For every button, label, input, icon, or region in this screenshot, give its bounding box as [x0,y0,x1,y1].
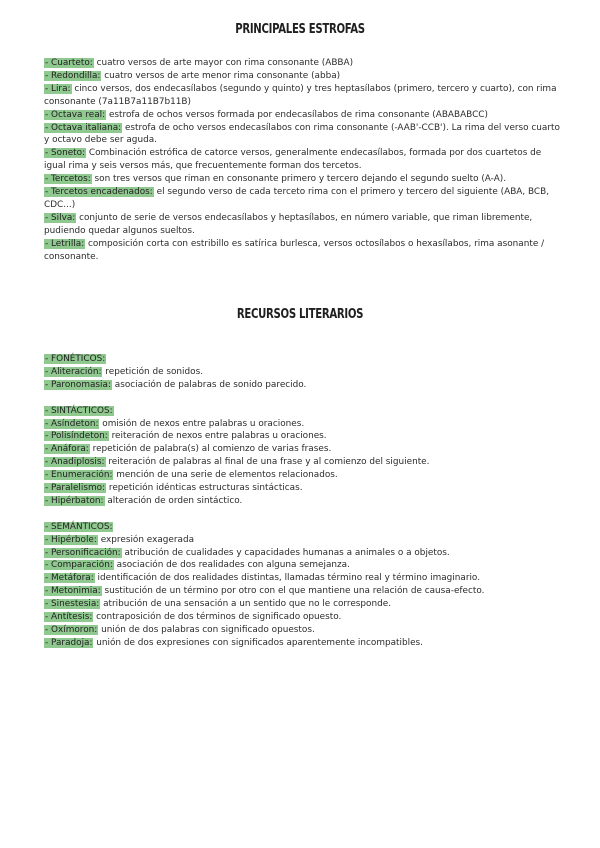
definition: composición corta con estribillo es satírica burlesca, versos octosílabos o hexasílabos, rima asonante / consonante. [44,238,545,262]
section-label-foneticos: - FONÉTICOS: [45,354,106,364]
definition: unión de dos expresiones con significados aparentemente incompatibles. [93,637,423,648]
list-item [44,482,564,495]
definition: atribución de cualidades y capacidades humanas a animales o a objetos. [121,547,450,558]
term-hiperbaton: - Hipérbaton: [45,495,104,506]
term-silva: - Silva: [45,212,76,223]
term-cuarteto: - Cuarteto: [45,58,93,68]
list-item [44,611,564,624]
term-paronomasia: - Paronomasia: [45,379,111,390]
definition: omisión de nexos entre palabras u oraciones. [99,418,305,429]
list-item [44,572,564,585]
list-item [44,430,564,443]
list-item [44,83,564,109]
term-polisindeton: - Polisíndeton: [45,431,108,442]
list-item [44,559,564,572]
definition: cuatro versos de arte mayor con rima consonante (ABBA) [93,58,354,68]
definition: repetición de palabra(s) al comienzo de varias frases. [89,444,332,455]
term-antitesis: - Antítesis: [45,612,93,623]
term-lira: - Lira: [45,83,71,94]
term-paralelismo: - Paralelismo: [45,483,106,494]
definition: unión de dos palabras con significado opuestos. [98,625,315,635]
recursos-title: RECURSOS LITERARIOS [236,307,364,322]
definition: sustitución de un término por otro con el que mantiene una relación de causa-efecto. [101,586,485,597]
term-aliteracion: - Aliteración: [45,366,102,377]
list-item [44,547,564,560]
term-metafora: - Metáfora: [45,573,94,584]
term-personificacion: - Personificación: [45,547,121,558]
section-label-semanticos: - SEMÁNTICOS: [45,521,113,532]
definition: cinco versos, dos endecasílabos (segundo y quinto) y tres heptasílabos (primero, tercero y cuarto), con rima consonante (7a11B7a11B7b11B) [44,83,557,107]
term-tercetos: - Tercetos: [45,174,91,185]
list-item [44,212,564,238]
term-octava-real: - Octava real: [45,109,106,120]
estrofas-list [44,57,564,264]
definition: identificación de dos realidades distintas, llamadas término real y término imaginario. [94,573,481,584]
list-item [44,186,564,212]
term-soneto: - Soneto: [45,148,86,159]
definition: atribución de una sensación a un sentido que no le corresponde. [100,599,392,610]
term-enumeracion: - Enumeración: [45,470,113,481]
list-item [44,598,564,611]
definition: contraposición de dos términos de significado opuesto. [93,612,342,623]
list-item [44,109,564,122]
definition: asociación de palabras de sonido parecido. [111,379,307,390]
list-item [44,418,564,431]
section-label-sintacticos: - SINTÁCTICOS: [45,405,113,416]
list-item [44,122,564,148]
definition: asociación de dos realidades con alguna semejanza. [113,560,350,571]
list-item [44,238,564,264]
term-oximoron: - Oxímoron: [45,625,98,635]
recursos-list [44,353,564,650]
definition: conjunto de serie de versos endecasílabos y heptasílabos, en número variable, que riman libremente, pudiendo quedar algunos sueltos. [44,212,533,236]
term-anadiplosis: - Anadiplosis: [45,457,105,468]
list-item [44,443,564,456]
term-octava-italiana: - Octava italiana: [45,122,122,133]
definition: reiteración de palabras al final de una frase y al comienzo del siguiente. [105,457,430,468]
definition: son tres versos que riman en consonante primero y tercero dejando el segundo suelto (A-A). [91,174,507,185]
list-item [44,637,564,650]
definition: mención de una serie de elementos relacionados. [113,470,338,481]
list-item [44,366,564,379]
term-comparacion: - Comparación: [45,560,113,571]
term-hiperbole: - Hipérbole: [45,534,97,545]
list-item [44,57,564,70]
term-redondilla: - Redondilla: [45,70,101,81]
term-sinestesia: - Sinestesia: [45,599,100,610]
term-asindeton: - Asíndeton: [45,418,99,429]
estrofas-title: PRINCIPALES ESTROFAS [235,22,365,37]
term-paradoja: - Paradoja: [45,637,93,648]
list-item [44,456,564,469]
list-item [44,379,564,392]
list-item [44,469,564,482]
definition: el segundo verso de cada terceto rima con el primero y tercero del siguiente (ABA, BCB, CDC...) [44,187,550,210]
definition: repetición idénticas estructuras sintácticas. [106,483,303,494]
list-item [44,534,564,547]
spacer [44,392,564,405]
definition: estrofa de ochos versos formada por endecasílabos de rima consonante (ABABABCC) [106,109,488,120]
list-item [44,147,564,173]
definition: alteración de orden sintáctico. [104,495,243,506]
term-metonimia: - Metonimia: [45,586,101,597]
definition: expresión exagerada [97,534,195,545]
definition: repetición de sonidos. [102,366,204,377]
list-item [44,624,564,637]
definition: Combinación estrófica de catorce versos, generalmente endecasílabos, formada por dos cuartetos de igual rima y seis versos más, que frecuentemente forman dos tercetos. [44,148,542,172]
definition: reiteración de nexos entre palabras u oraciones. [108,431,327,442]
definition: estrofa de ocho versos endecasílabos con rima consonante (-AAB'-CCB'). La rima del verso cuarto y octavo debe ser aguda. [44,122,560,146]
definition: cuatro versos de arte menor rima consonante (abba) [101,70,341,81]
list-item [44,585,564,598]
spacer [44,508,564,521]
term-letrilla: - Letrilla: [45,238,85,249]
term-anafora: - Anáfora: [45,444,89,455]
list-item [44,495,564,508]
list-item [44,70,564,83]
list-item [44,173,564,186]
term-tercetos-encadenados: - Tercetos encadenados: [45,187,153,198]
